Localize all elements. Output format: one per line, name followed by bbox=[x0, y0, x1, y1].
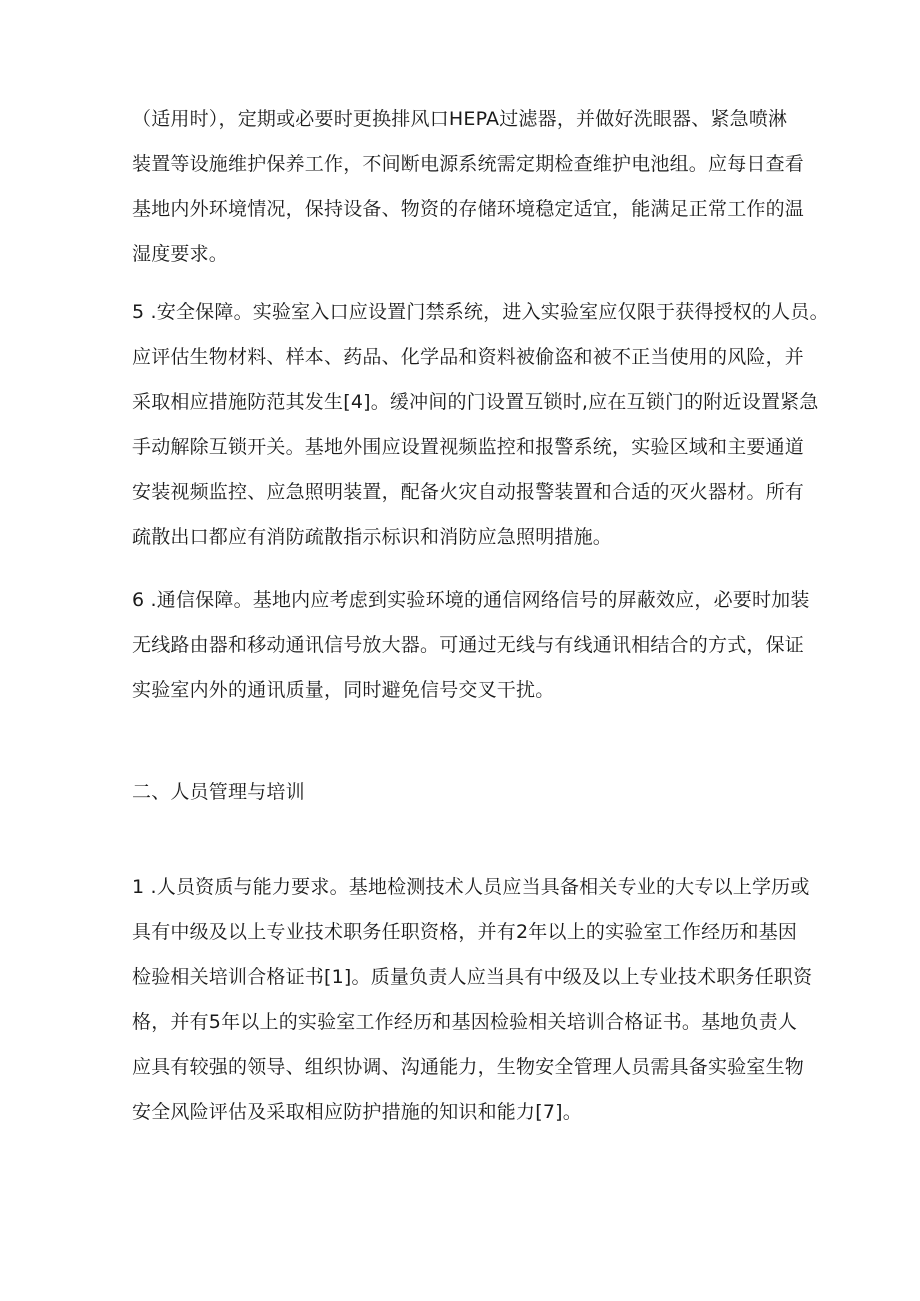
text-line: 应评估生物材料、样本、药品、化学品和资料被偷盗和被不正当使用的风险，并 bbox=[132, 346, 805, 368]
text-line: 安装视频监控、应急照明装置，配备火灾自动报警装置和合适的灭火器材。所有 bbox=[132, 481, 805, 503]
text-line: 湿度要求。 bbox=[132, 243, 229, 265]
text-line: 手动解除互锁开关。基地外围应设置视频监控和报警系统，实验区域和主要通道 bbox=[132, 436, 805, 458]
paragraph-communication bbox=[132, 578, 812, 713]
text-line: 格，并有5年以上的实验室工作经历和基因检验相关培训合格证书。基地负责人 bbox=[132, 1011, 798, 1033]
heading-text: 二、人员管理与培训 bbox=[132, 781, 305, 803]
paragraph-security bbox=[132, 290, 829, 560]
text-line: 无线路由器和移动通讯信号放大器。可通过无线与有线通讯相结合的方式，保证 bbox=[132, 634, 805, 656]
text-line: 1 .人员资质与能力要求。基地检测技术人员应当具备相关专业的大专以上学历或 bbox=[132, 876, 810, 898]
paragraph-personnel-qualification bbox=[132, 865, 812, 1135]
section-heading bbox=[132, 770, 812, 815]
text-line: 装置等设施维护保养工作，不间断电源系统需定期检查维护电池组。应每日查看 bbox=[132, 153, 805, 175]
text-line: 基地内外环境情况，保持设备、物资的存储环境稳定适宜，能满足正常工作的温 bbox=[132, 198, 805, 220]
text-line: 应具有较强的领导、组织协调、沟通能力，生物安全管理人员需具备实验室生物 bbox=[132, 1056, 805, 1078]
text-line: 具有中级及以上专业技术职务任职资格，并有2年以上的实验室工作经历和基因 bbox=[132, 921, 798, 943]
text-line: 安全风险评估及采取相应防护措施的知识和能力[7]。 bbox=[132, 1101, 582, 1123]
text-line: 采取相应措施防范其发生[4]。缓冲间的门设置互锁时,应在互锁门的附近设置紧急 bbox=[132, 391, 819, 413]
paragraph-facility-maintenance bbox=[132, 97, 812, 277]
text-line: 疏散出口都应有消防疏散指示标识和消防应急照明措施。 bbox=[132, 526, 613, 548]
text-line: （适用时），定期或必要时更换排风口HEPA过滤器，并做好洗眼器、紧急喷淋 bbox=[132, 108, 788, 130]
text-line: 5 .安全保障。实验室入口应设置门禁系统，进入实验室应仅限于获得授权的人员。 bbox=[132, 301, 829, 323]
text-line: 6 .通信保障。基地内应考虑到实验环境的通信网络信号的屏蔽效应，必要时加装 bbox=[132, 589, 810, 611]
text-line: 实验室内外的通讯质量，同时避免信号交叉干扰。 bbox=[132, 679, 555, 701]
text-line: 检验相关培训合格证书[1]。质量负责人应当具有中级及以上专业技术职务任职资 bbox=[132, 966, 813, 988]
